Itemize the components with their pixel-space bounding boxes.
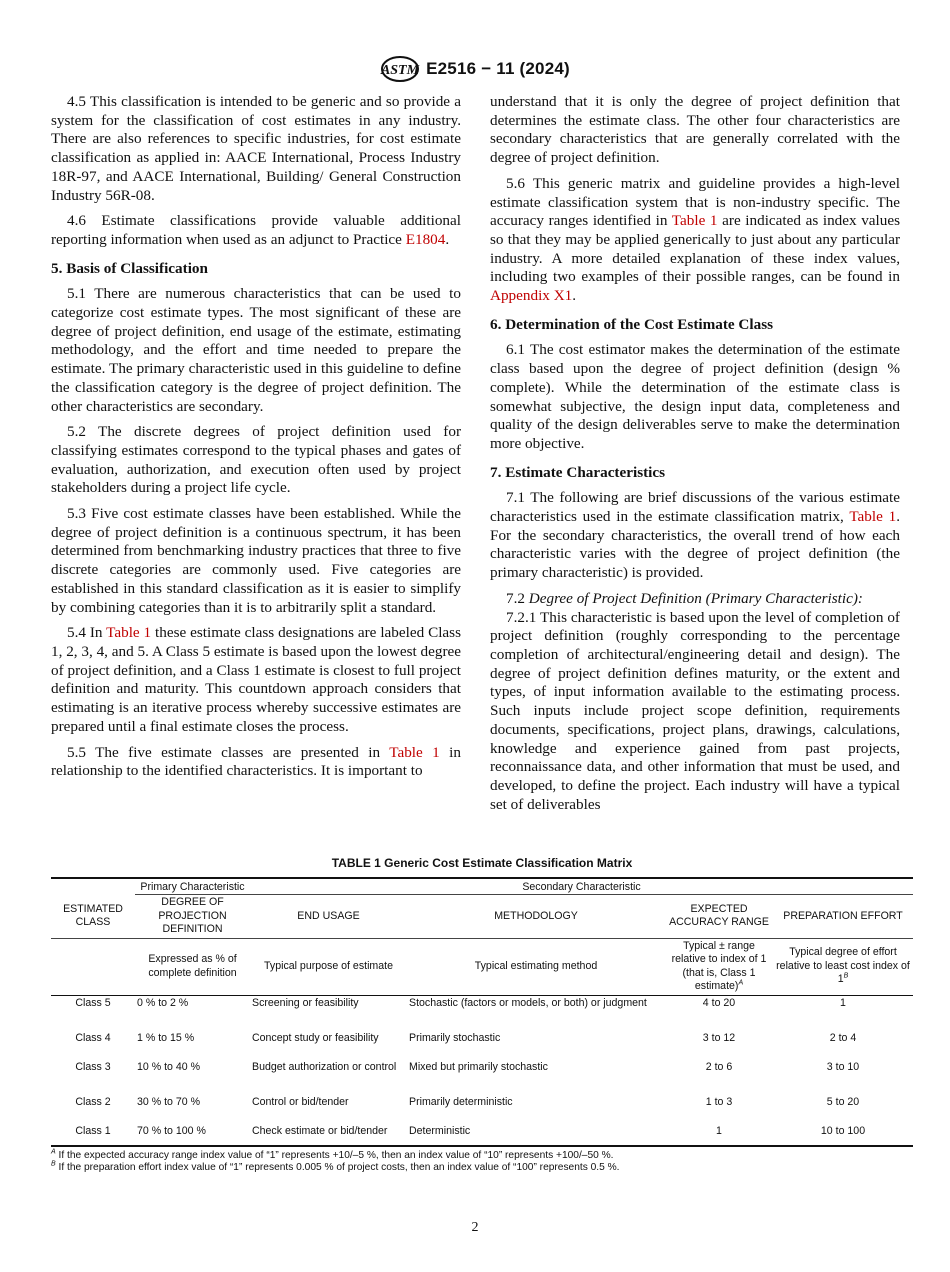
header-accuracy: EXPECTED ACCURACY RANGE [665,895,773,939]
footnote-mark-b: B [843,972,849,980]
header-usage: END USAGE [250,895,407,939]
svg-text:ASTM: ASTM [381,63,420,78]
text: 7.2 [506,589,529,607]
text: . [445,230,450,248]
footnote-mark-a: A [738,979,744,987]
column-header-row [51,895,913,939]
paragraph-5-2: 5.2 The discrete degrees of project definition used for classifying estimates correspond to the typical phases and gates of evaluation, authorization, and execution often used by project stakeholders during a project life cycle. [51,423,461,497]
paragraph-5-3: 5.3 Five cost estimate classes have been established. While the degree of project definition is a continuous spectrum, it has been determined from benchmarking industry practices that three to five discrete categories are commonly used. Five categories are established in this standard classification as it is easier to simplify by combining categories than it is to arbitrarily split a standard. [51,505,461,616]
section-heading-7: 7. Estimate Characteristics [490,463,666,481]
link-appendix-x1[interactable]: Appendix X1 [490,287,573,305]
classification-matrix [51,877,913,1147]
cell-effort: 10 to 100 [773,1124,913,1146]
link-e1804[interactable]: E1804 [405,230,446,248]
text: . For the secondary characteristics, the overall trend of how each characteristic varies with the degree of project definition (the primary characteristic) is provided. [490,508,900,582]
table-row [51,995,913,1031]
text: 7.1 The following are brief discussions of the various estimate characteristics used in the estimate classification matrix, [490,489,900,526]
cell-class: Class 5 [75,996,111,1009]
paragraph-5-5 [51,744,461,781]
group-secondary: Secondary Characteristic [250,878,913,895]
cell-usage: Check estimate or bid/tender [250,1124,407,1146]
paragraph-7-1 [490,489,900,583]
header-effort: PREPARATION EFFORT [773,895,913,939]
footnote-mark: A [51,1148,56,1156]
footnote-text: If the expected accuracy range index value of “1” represents +10/–5 %, then an index value of “10” represents +100/–50 %. [55,1149,614,1161]
cell-methodology: Stochastic (factors or models, or both) or judgment [409,996,647,1009]
text: 5.6 This generic matrix and guideline provides a high-level estimate classification system that is non-industry specific. The accuracy ranges identified in [490,174,900,230]
cell-accuracy: 4 to 20 [702,996,736,1009]
cell-methodology: Primarily stochastic [409,1031,501,1044]
section-heading-6: 6. Determination of the Cost Estimate Class [490,315,774,333]
right-column [490,93,900,821]
text: in relationship to the identified characteristics. It is important to [51,743,461,780]
paragraph-4-5: 4.5 This classification is intended to be generic and so provide a system for the classification of cost estimates in any industry. There are also references to specific industries, for cost estimate classification as applied in: AACE International, Process Industry 18R-97, and AACE International, Building/ General Construction Industry 56R-08. [51,93,461,204]
cell-class: Class 2 [75,1095,111,1108]
subheader-definition: Expressed as % of complete definition [135,938,250,995]
subheader-usage: Typical purpose of estimate [250,938,407,995]
link-table-1[interactable]: Table 1 [389,743,440,761]
cell-effort: 1 [840,996,846,1009]
footnote-text: If the preparation effort index value of “1” represents 0.005 % of project costs, then an index value of “100” represents 0.5 %. [55,1162,620,1173]
table-title: TABLE 1 Generic Cost Estimate Classification Matrix [331,856,633,870]
paragraph-7-2 [490,590,900,609]
footnote-mark: B [51,1160,56,1168]
subheader-row [51,938,913,995]
text: these estimate class designations are labeled Class 1, 2, 3, 4, and 5. A Class 5 estimate is based upon the lowest degree of project definition, and a Class 1 estimate is closest to full project definition and maturity. This countdown approach considers that estimating is an iterative process whereby successive estimates are prepared until a final estimate closes the process. [51,624,461,735]
cell-accuracy: 3 to 12 [702,1031,736,1044]
group-header-row [51,878,913,895]
table-row [51,1031,913,1060]
paragraph-5-4 [51,624,461,736]
document-id: E2516 − 11 (2024) [426,59,570,78]
cell-class: Class 1 [51,1124,135,1146]
paragraph-5-5-continued: understand that it is only the degree of project definition that determines the estimate class. The other four characteristics are secondary characteristics that are generally correlated with the degree of project definition. [490,93,900,167]
text: 5.5 The five estimate classes are presented in [67,743,390,761]
header-class: ESTIMATED CLASS [51,895,135,939]
paragraph-5-6 [490,175,900,306]
cell-usage: Control or bid/tender [252,1095,349,1108]
cell-methodology: Primarily deterministic [409,1095,513,1108]
cell-definition: 1 % to 15 % [137,1031,195,1044]
link-table-1[interactable]: Table 1 [106,624,152,642]
cell-accuracy: 2 to 6 [705,1060,733,1073]
footnote-b [51,1162,913,1175]
text: 5.4 In [67,624,107,642]
cell-definition: 0 % to 2 % [137,996,189,1009]
paragraph-4-6 [51,212,461,249]
section-heading-5: 5. Basis of Classification [51,259,208,277]
cell-class: Class 4 [75,1031,111,1044]
table-row [51,1095,913,1124]
cell-methodology: Mixed but primarily stochastic [409,1060,548,1073]
subheader-methodology: Typical estimating method [407,938,665,995]
cell-effort: 3 to 10 [826,1060,860,1073]
footnote-a [51,1150,913,1163]
table-footnotes [51,1150,913,1175]
header-definition: DEGREE OF PROJECTION DEFINITION [135,895,250,939]
subsection-title: Degree of Project Definition (Primary Characteristic): [528,589,863,607]
paragraph-7-2-1: 7.2.1 This characteristic is based upon the level of completion of project definition (roughly corresponding to the percentage completion of architectural/engineering detail and design). The degree of project definition defines maturity, or the extent and types, of input information available to the estimating process. Such inputs include project scope definition, requirements documents, specifications, project plans, drawings, calculations, knowledge and experience gained from past projects, reconnaissance data, and other information that must be used, and developed, to define the project. Each industry will have a typical set of deliverables [490,608,900,813]
empty-cell [51,878,135,895]
text: are indicated as index values so that they may be applied generically to just about any particular industry. A more detailed explanation of these index values, including two examples of their possible ranges, can be found in [490,212,901,286]
cell-usage: Concept study or feasibility [252,1031,379,1044]
cell-definition: 10 % to 40 % [137,1060,201,1073]
cell-effort: 5 to 20 [826,1095,860,1108]
text: 4.6 Estimate classifications provide valuable additional reporting information when used as an adjunct to Practice [51,212,461,248]
text: Typical ± range relative to index of 1 (that is, Class 1 estimate) [671,939,767,992]
paragraph-5-1: 5.1 There are numerous characteristics that can be used to categorize cost estimate types. The most significant of these are degree of project definition, end usage of the estimate, estimating methodology, and the effort and time needed to prepare the estimate. The primary characteristic used in this guideline to define the classification category is the degree of project definition. The other characteristics are secondary. [51,285,461,415]
subheader-accuracy [665,938,773,995]
subheader-effort [773,938,913,995]
group-primary: Primary Characteristic [135,878,250,895]
link-table-1[interactable]: Table 1 [671,212,718,230]
subheader-class [51,938,135,995]
cell-definition: 70 % to 100 % [135,1124,250,1146]
link-table-1[interactable]: Table 1 [849,508,897,526]
cell-methodology: Deterministic [407,1124,665,1146]
cell-definition: 30 % to 70 % [137,1095,201,1108]
cell-usage: Screening or feasibility [252,996,359,1009]
cell-accuracy: 1 to 3 [705,1095,733,1108]
text: Typical degree of effort relative to least cost index of 1 [776,946,910,986]
left-column [51,93,461,788]
paragraph-6-1: 6.1 The cost estimator makes the determination of the estimate class based upon the degree of project definition (design % complete). While the determination of the estimate class is somewhat subjective, the design input data, completeness and quality of the design deliverables serve to make the determination more objective. [490,341,900,452]
text: . [572,287,577,305]
cell-effort: 2 to 4 [829,1031,857,1044]
page-header [0,55,950,88]
astm-logo-icon [380,55,420,83]
cell-usage: Budget authorization or control [252,1060,397,1073]
cell-accuracy: 1 [665,1124,773,1146]
header-methodology: METHODOLOGY [407,895,665,939]
table-row [51,1124,913,1146]
table-row [51,1060,913,1095]
cell-class: Class 3 [75,1060,111,1073]
page-number: 2 [471,1220,479,1235]
table-1 [51,857,913,1175]
